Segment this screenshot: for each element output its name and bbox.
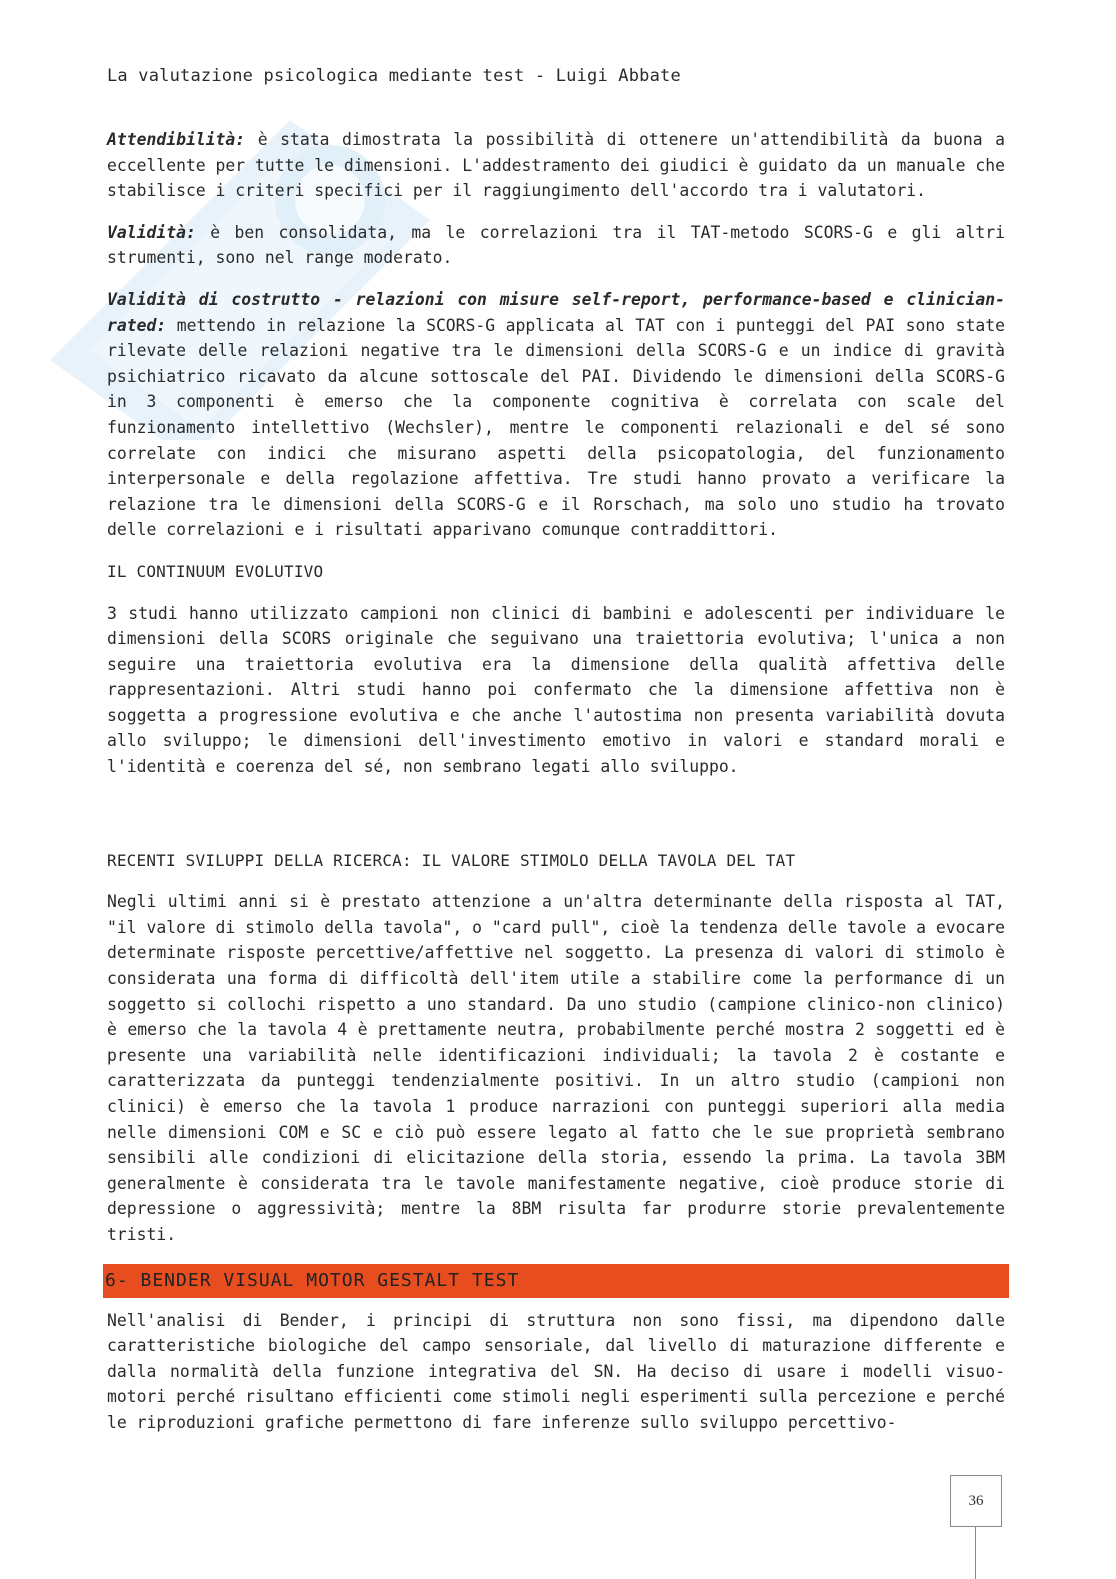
heading-continuum-evolutivo: IL CONTINUUM EVOLUTIVO [107,561,324,581]
paragraph-validita-costrutto [107,287,1005,543]
main-content [107,127,1005,1452]
lead-attendibilita: Attendibilità: [107,130,246,149]
vertical-spacer [107,796,1005,848]
chapter-heading-bender: 6- BENDER VISUAL MOTOR GESTALT TEST [103,1264,1009,1298]
text-validita-costrutto: mettendo in relazione la SCORS-G applicata al TAT con i punteggi del PAI sono state rilevate delle relazioni negative tra le dimensioni della SCORS-G e un indice di gravità psichiatrico ricavato da alcune sottoscale del PAI. Dividendo le dimensioni della SCORS-G in 3 componenti è emerso che la componente cognitiva è correlata con scale del funzionamento intellettivo (Wechsler), mentre le componenti relazionali e del sé sono correlate con indici che misurano aspetti della psicopatologia, del funzionamento interpersonale e della regolazione affettiva. Tre studi hanno provato a verificare la relazione tra le dimensioni della SCORS-G e il Rorschach, ma solo uno studio ha trovato delle correlazioni e i risultati apparivano comunque contraddittori. [107,315,1005,540]
paragraph-attendibilita [107,127,1005,204]
page-number-line [975,1526,976,1579]
page-number: 36 [968,1492,984,1509]
running-header: La valutazione psicologica mediante test - Luigi Abbate [107,66,681,86]
page-number-box [950,1475,1002,1527]
paragraph-validita [107,220,1005,271]
lead-validita: Validità: [107,222,196,242]
text-validita: è ben consolidata, ma le correlazioni tra il TAT-metodo SCORS-G e gli altri strumenti, sono nel range moderato. [107,222,1005,268]
heading-recenti-sviluppi: RECENTI SVILUPPI DELLA RICERCA: IL VALORE STIMOLO DELLA TAVOLA DEL TAT [107,850,796,870]
text-attendibilita: è stata dimostrata la possibilità di ottenere un'attendibilità da buona a eccellente per tutte le dimensioni. L'addestramento dei giudici è guidato da un manuale che stabilisce i criteri specifici per il raggiungimento dell'accordo tra i valutatori. [107,130,1005,201]
paragraph-recenti-sviluppi: Negli ultimi anni si è prestato attenzione a un'altra determinante della risposta al TAT, "il valore di stimolo della tavola", o "card pull", cioè la tendenza delle tavole a evocare determinate risposte percettive/affettive nel soggetto. La presenza di valori di stimolo è considerata una forma di difficoltà dell'item utile a stabilire come la performance di un soggetto si collochi rispetto a uno standard. Da uno studio (campione clinico-non clinico) è emerso che la tavola 4 è prettamente neutra, probabilmente perché mostra 2 soggetti ed è presente una variabilità nelle identificazioni individuali; la tavola 2 è costante e caratterizzata da punteggi tendenzialmente positivi. In un altro studio (campioni non clinici) è emerso che la tavola 1 produce narrazioni con punteggi superiori alla media nelle dimensioni COM e SC e ciò può essere legato al fatto che le sue proprietà sembrano sensibili alle condizioni di elicitazione della storia, essendo la prima. La tavola 3BM generalmente è considerata tra le tavole manifestamente negative, cioè produce storie di depressione o aggressività; mentre la 8BM risulta far produrre storie prevalentemente tristi. [107,892,1005,1244]
paragraph-bender: Nell'analisi di Bender, i principi di struttura non sono fissi, ma dipendono dalle caratteristiche biologiche del campo sensoriale, dal livello di maturazione differente e dalla normalità della funzione integrativa del SN. Ha deciso di usare i modelli visuo-motori perché risultano efficienti come stimoli negli esperimenti sulla percezione e perché le riproduzioni grafiche permettono di fare inferenze sullo sviluppo percettivo- [107,1310,1005,1432]
paragraph-continuum-evolutivo: 3 studi hanno utilizzato campioni non clinici di bambini e adolescenti per individuare le dimensioni della SCORS originale che seguivano una traiettoria evolutiva; l'unica a non seguire una traiettoria evolutiva era la dimensione della qualità affettiva delle rappresentazioni. Altri studi hanno poi confermato che la dimensione affettiva non è soggetta a progressione evolutiva e che anche l'autostima non presenta variabilità dovuta allo sviluppo; le dimensioni dell'investimento emotivo in valori e standard morali e l'identità e coerenza del sé, non sembrano legati allo sviluppo. [107,603,1005,777]
lead-validita-costrutto: Validità di costrutto - relazioni con misure self-report, performance-based e clinician-rated: [107,289,1005,335]
